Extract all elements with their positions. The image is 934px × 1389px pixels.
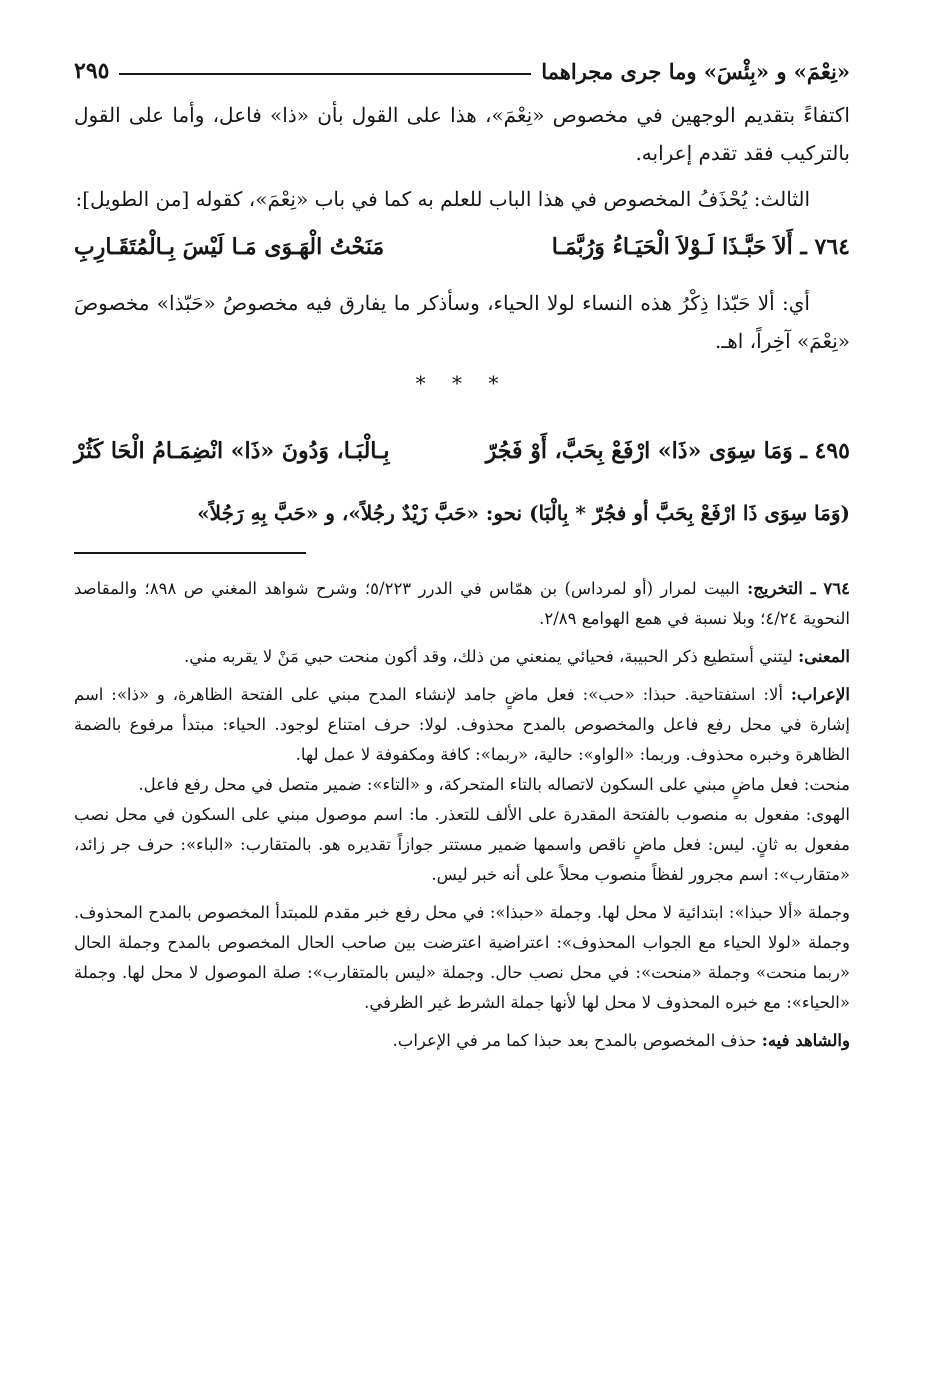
footnote-irab-hawa: الهوى: مفعول به منصوب بالفتحة المقدرة على الألف للتعذر. ما: اسم موصول مبني على السكون في محل نصب مفعول به ثانٍ. ليس: فعل ماضٍ ناقص واسمها ضمير مستتر جوازاً تقديره هو. بالمتقارب: «الباء»: حرف جر زائد، «متقارب»: اسم مجرور لفظاً منصوب محلاً على أنه خبر ليس. bbox=[74, 805, 850, 884]
footnote-jumal: وجملة «ألا حبذا»: ابتدائية لا محل لها. وجملة «حبذا»: في محل رفع خبر مقدم للمبتدأ المخصوص بالمدح المحذوف. وجملة «لولا الحياء مع الجواب المحذوف»: اعتراضية اعترضت بين صاحب الحال المخصوص بالمدح وجملة الحال «ربما منحت» وجملة «منحت»: في محل نصب حال. وجملة «ليس بالمتقارب»: صلة الموصول لا محل لها. وجملة «الحياء»: مع خبره المحذوف لا محل لها لأنها جملة الشرط غير الظرفي. bbox=[74, 903, 850, 1012]
shahid-text: حذف المخصوص بالمدح بعد حبذا كما مر في الإعراب. bbox=[392, 1031, 757, 1050]
footnote-separator bbox=[74, 552, 306, 554]
paragraph: الثالث: يُحْذَفُ المخصوص في هذا الباب للعلم به كما في باب «نِعْمَ»، كقوله [من الطويل]: bbox=[75, 187, 810, 211]
section-separator: * * * bbox=[415, 371, 509, 395]
footnote-irab bbox=[74, 680, 850, 770]
verse-second-hemistich: مَنَحْتُ الْهَـوَى مَـا لَيْسَ بِـالْمُتَقَـارِبِ bbox=[74, 234, 385, 260]
poetry-verse-764 bbox=[74, 218, 850, 276]
footnote-takhrij bbox=[74, 574, 850, 634]
meaning-text: ليتني أستطيع ذكر الحبيبة، فحيائي يمنعني من ذلك، وقد أكون منحت حبي مَنْ لا يقربه مني. bbox=[184, 647, 793, 666]
irab-label: الإعراب: bbox=[790, 685, 850, 704]
footnote-shahid bbox=[74, 1026, 850, 1056]
takhrij-text: البيت لمرار (أو لمرداس) بن همّاس في الدرر ٥/٢٢٣؛ وشرح شواهد المغني ص ٨٩٨؛ والمقاصد النحوية ٤/٢٤؛ وبلا نسبة في همع الهوامع ٢/٨٩. bbox=[74, 579, 850, 628]
paragraph: أي: ألا حَبّذا ذِكْرُ هذه النساء لولا الحياء، وسأذكر ما يفارق فيه مخصوصُ «حَبّذا» مخصوصَ «نِعْمَ» آخِراً، اهـ. bbox=[74, 291, 850, 353]
irab-text: ألا: استفتاحية. حبذا: «حب»: فعل ماضٍ جامد لإنشاء المدح مبني على الفتحة الظاهرة، و «ذا»: اسم إشارة في محل رفع فاعل والمخصوص بالمدح محذوف. لولا: حرف امتناع لوجود. الحياء: مبتدأ مرفوع بالضمة الظاهرة وخبره محذوف. وربما: «الواو»: حالية، «ربما»: كافة ومكفوفة لا عمل لها. bbox=[74, 685, 850, 764]
main-text bbox=[74, 96, 850, 532]
footnote-separator-wrap bbox=[74, 532, 850, 574]
paragraph: اكتفاءً بتقديم الوجهين في مخصوص «نِعْمَ»، هذا على القول بأن «ذا» فاعل، وأما على القول بالتركيب فقد تقدم إعرابه. bbox=[74, 103, 850, 165]
verse-first-hemistich: ٧٦٤ ـ أَلاَ حَبَّـذَا لَـوْلاَ الْحَيَـاءُ وَرُبَّمَـا bbox=[551, 234, 850, 260]
alfiya-verse-495 bbox=[74, 408, 850, 494]
meaning-label: المعنى: bbox=[798, 647, 850, 666]
takhrij-label: ٧٦٤ ـ التخريج: bbox=[747, 579, 851, 598]
page-header bbox=[74, 44, 850, 84]
footnote-meaning bbox=[74, 642, 850, 672]
footnotes bbox=[74, 574, 850, 1056]
header-rule bbox=[119, 73, 531, 75]
running-title: «نِعْمَ» و «بِئْسَ» وما جرى مجراهما bbox=[541, 59, 850, 84]
verse-second-hemistich: بِـالْبَـا، وَدُونَ «ذَا» انْضِمَـامُ الْحَا كَثُرْ bbox=[74, 438, 390, 464]
verse-commentary: (وَمَا سِوَى ذَا ارْفَعْ بِحَبَّ أو فجُرّ * بِالْبَا) نحو: «حَبَّ زَيْدٌ رجُلاً»، و «حَبَّ بِهِ رَجُلاً» bbox=[197, 501, 850, 525]
shahid-label: والشاهد فيه: bbox=[761, 1031, 850, 1050]
footnote-irab-manahtu: منحت: فعل ماضٍ مبني على السكون لاتصاله بالتاء المتحركة، و «التاء»: ضمير متصل في محل رفع فاعل. bbox=[138, 775, 850, 794]
page-number: ٢٩٥ bbox=[74, 58, 110, 84]
verse-first-hemistich: ٤٩٥ ـ وَمَا سِوَى «ذَا» ارْفَعْ بِحَبَّ، أَوْ فَجُرّ bbox=[485, 438, 850, 464]
